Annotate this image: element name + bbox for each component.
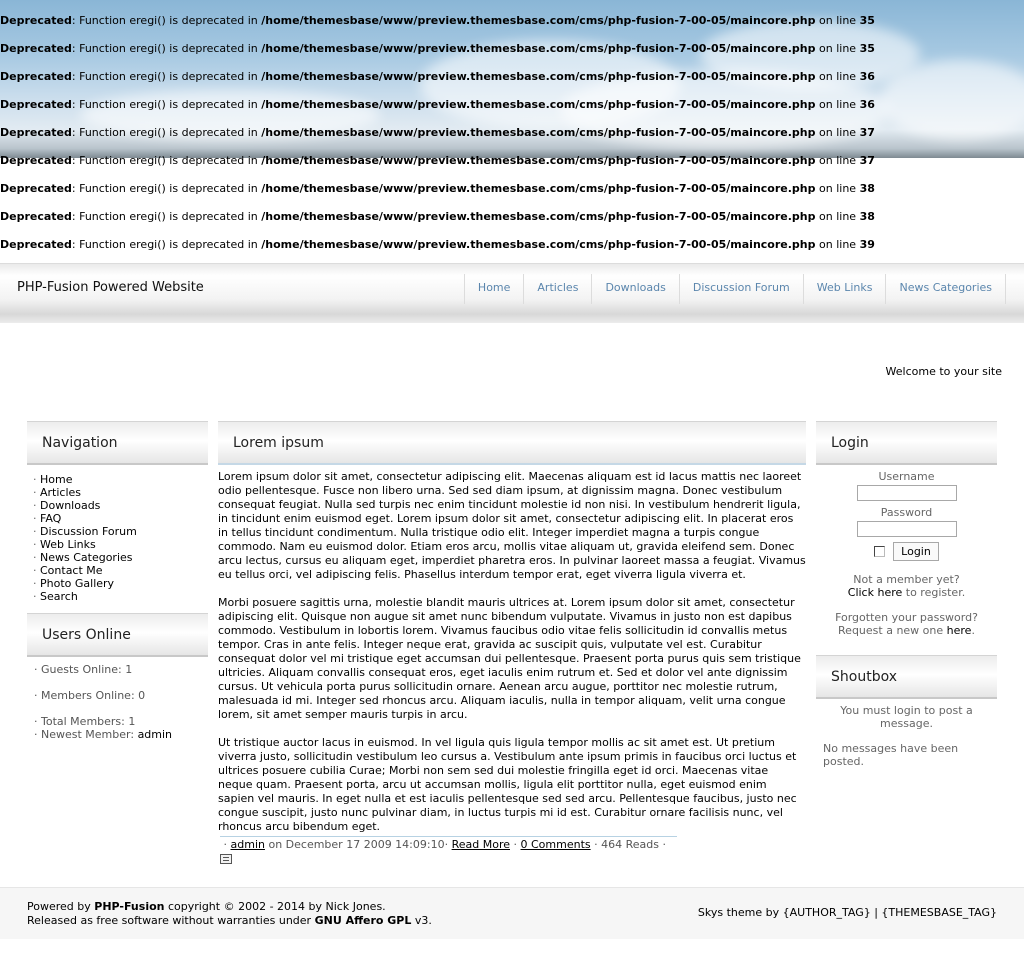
shoutbox-login-message: You must login to post a message. bbox=[840, 704, 973, 730]
shoutbox-panel bbox=[816, 655, 997, 768]
topnav-news-categories[interactable]: News Categories bbox=[885, 274, 1006, 304]
article-paragraph: Morbi posuere sagittis urna, molestie blandit mauris ultrices at. Lorem ipsum dolor sit amet, consectetur adipiscing elit. Quisque non augue sit amet nunc bibendum vulputate. Vivamus in justo non est dapibus commodo. Vestibulum in lobortis lorem. Vivamus faucibus odio vitae felis sollicitudin id convallis metus tempor. Cras in ante felis. Integer neque erat, gravida ac suscipit quis, vulputate vel est. Curabitur consequat dolor vel mi tristique eget accumsan dui pellentesque. Praesent porta purus quis sem tristique ultricies. Aliquam convallis consequat eros, eget iaculis enim rutrum et. Sed et dolor vel ante dignissim cursus. Ut vehicula porta purus sollicitudin ornare. Aenean arcu augue, porttitor nec molestie rutrum, malesuada id mi. Integer sed rhoncus arcu. Aliquam iaculis, nulla in tempor aliquam, velit urna congue lorem, sit amet semper mauris turpis in arcu. bbox=[218, 596, 801, 721]
warning-line: Deprecated: Function eregi() is deprecated in /home/themesbase/www/preview.themesbase.com/cms/php-fusion-7-00-05/maincore.php on line 35 bbox=[0, 42, 875, 55]
left-sidebar bbox=[27, 421, 208, 741]
site-title: PHP-Fusion Powered Website bbox=[17, 280, 204, 295]
article-meta: · admin on December 17 2009 14:09:10· Read More · 0 Comments · 464 Reads · bbox=[220, 836, 677, 866]
topnav-home[interactable]: Home bbox=[464, 274, 523, 304]
nav-item-discussion-forum[interactable]: · Discussion Forum bbox=[33, 525, 137, 538]
article-paragraph: Ut tristique auctor lacus in euismod. In vel ligula quis ligula tempor mollis ac sit amet est. Ut pretium viverra justo, sollicitudin vestibulum leo cursus a. Vestibulum ante ipsum primis in faucibus orci luctus et ultrices posuere cubilia Curae; Morbi non sem sed dui molestie fringilla eget id orci. Maecenas vitae neque quam. Praesent porta, arcu ut accumsan mollis, ligula elit porttitor nulla, eget euismod enim sapien vel mauris. In eget nulla et est iaculis pellentesque sed sed arcu. Pellentesque faucibus, justo nec congue suscipit, justo nunc pulvinar diam, in luctus turpis mi id est. Curabitur ornare facilisis nunc, vel rhoncus arcu bibendum eget. bbox=[218, 736, 797, 833]
phpfusion-link[interactable]: PHP-Fusion bbox=[94, 900, 165, 913]
shoutbox-title: Shoutbox bbox=[816, 655, 997, 699]
username-label: Username bbox=[878, 470, 935, 483]
comments-link[interactable]: 0 Comments bbox=[520, 838, 591, 851]
warning-line: Deprecated: Function eregi() is deprecated in /home/themesbase/www/preview.themesbase.com/cms/php-fusion-7-00-05/maincore.php on line 35 bbox=[0, 14, 875, 27]
nav-item-web-links[interactable]: · Web Links bbox=[33, 538, 96, 551]
password-label: Password bbox=[880, 506, 933, 519]
welcome-message: Welcome to your site bbox=[885, 365, 1002, 378]
main-content bbox=[218, 421, 806, 866]
login-button[interactable]: Login bbox=[893, 542, 939, 561]
right-sidebar bbox=[816, 421, 997, 768]
register-prompt: Not a member yet? Click here to register. bbox=[847, 573, 966, 599]
printer-icon[interactable] bbox=[220, 854, 232, 864]
article-body bbox=[218, 465, 806, 834]
newest-member-link[interactable]: admin bbox=[137, 728, 173, 741]
topnav-discussion-forum[interactable]: Discussion Forum bbox=[679, 274, 803, 304]
warning-line: Deprecated: Function eregi() is deprecated in /home/themesbase/www/preview.themesbase.com/cms/php-fusion-7-00-05/maincore.php on line 37 bbox=[0, 126, 875, 139]
shoutbox-empty-message: No messages have been posted. bbox=[823, 742, 959, 768]
navigation-menu bbox=[27, 465, 208, 613]
footer-copyright: Powered by PHP-Fusion copyright © 2002 - 2014 by Nick Jones. Released as free software without warranties under GNU Affero GPL v3. bbox=[27, 900, 432, 927]
warning-line: Deprecated: Function eregi() is deprecated in /home/themesbase/www/preview.themesbase.com/cms/php-fusion-7-00-05/maincore.php on line 37 bbox=[0, 154, 875, 167]
theme-credit: Skys theme by {AUTHOR_TAG} | {THEMESBASE_TAG} bbox=[697, 906, 997, 919]
nav-item-articles[interactable]: · Articles bbox=[33, 486, 82, 499]
navigation-title: Navigation bbox=[27, 421, 208, 465]
warning-line: Deprecated: Function eregi() is deprecated in /home/themesbase/www/preview.themesbase.com/cms/php-fusion-7-00-05/maincore.php on line 38 bbox=[0, 210, 875, 223]
nav-item-home[interactable]: · Home bbox=[33, 473, 73, 486]
warning-line: Deprecated: Function eregi() is deprecated in /home/themesbase/www/preview.themesbase.com/cms/php-fusion-7-00-05/maincore.php on line 38 bbox=[0, 182, 875, 195]
site-header bbox=[0, 263, 1024, 323]
newest-member: · Newest Member: admin bbox=[34, 728, 173, 741]
warning-line: Deprecated: Function eregi() is deprecated in /home/themesbase/www/preview.themesbase.com/cms/php-fusion-7-00-05/maincore.php on line 39 bbox=[0, 238, 875, 251]
gpl-link[interactable]: GNU Affero GPL bbox=[314, 914, 412, 927]
article-title: Lorem ipsum bbox=[218, 421, 806, 465]
nav-item-contact-me[interactable]: · Contact Me bbox=[33, 564, 103, 577]
password-reset-prompt: Forgotten your password? Request a new one here. bbox=[835, 611, 978, 637]
guests-online: · Guests Online: 1 bbox=[34, 663, 133, 676]
author-link[interactable]: admin bbox=[230, 838, 265, 851]
users-online-panel bbox=[27, 657, 208, 741]
users-online-title: Users Online bbox=[27, 613, 208, 657]
topnav-downloads[interactable]: Downloads bbox=[591, 274, 678, 304]
login-title: Login bbox=[816, 421, 997, 465]
total-members: · Total Members: 1 bbox=[34, 715, 136, 728]
top-navigation bbox=[464, 274, 1006, 308]
login-panel bbox=[816, 465, 997, 637]
topnav-web-links[interactable]: Web Links bbox=[803, 274, 886, 304]
nav-item-downloads[interactable]: · Downloads bbox=[33, 499, 101, 512]
read-more-link[interactable]: Read More bbox=[451, 838, 510, 851]
nav-item-photo-gallery[interactable]: · Photo Gallery bbox=[33, 577, 115, 590]
nav-item-news-categories[interactable]: · News Categories bbox=[33, 551, 133, 564]
article-paragraph: Lorem ipsum dolor sit amet, consectetur adipiscing elit. Maecenas aliquam est id lacus mattis nec laoreet odio pellentesque. Fusce non libero urna. Sed sed diam ipsum, at dignissim magna. Donec vestibulum consequat feugiat. Nulla sed turpis nec enim tincidunt molestie id non nisi. In vestibulum hendrerit ligula, in tincidunt enim euismod eget. Lorem ipsum dolor sit amet, consectetur adipiscing elit. In placerat eros in tellus tincidunt condimentum. Nulla tristique odio elit. Integer imperdiet magna a turpis congue commodo. Nam eu euismod dolor. Etiam eros arcu, mollis vitae aliquam ut, gravida eleifend sem. Donec arcu lectus, cursus eu aliquam eget, imperdiet pharetra eros. In pulvinar laoreet massa a feugiat. Vivamus eu tellus orci, vel adipiscing felis. Phasellus interdum tempor erat, eget viverra ligula viverra et. bbox=[218, 470, 806, 581]
register-link[interactable]: Click here bbox=[847, 586, 903, 599]
password-reset-link[interactable]: here bbox=[946, 624, 972, 637]
username-input[interactable] bbox=[857, 485, 957, 501]
members-online: · Members Online: 0 bbox=[34, 689, 146, 702]
password-input[interactable] bbox=[857, 521, 957, 537]
php-warnings bbox=[0, 14, 1024, 266]
warning-line: Deprecated: Function eregi() is deprecated in /home/themesbase/www/preview.themesbase.com/cms/php-fusion-7-00-05/maincore.php on line 36 bbox=[0, 98, 875, 111]
nav-item-search[interactable]: · Search bbox=[33, 590, 78, 603]
warning-line: Deprecated: Function eregi() is deprecated in /home/themesbase/www/preview.themesbase.com/cms/php-fusion-7-00-05/maincore.php on line 36 bbox=[0, 70, 875, 83]
nav-item-faq[interactable]: · FAQ bbox=[33, 512, 62, 525]
topnav-articles[interactable]: Articles bbox=[523, 274, 591, 304]
remember-me-checkbox[interactable] bbox=[874, 546, 885, 557]
site-footer bbox=[0, 887, 1024, 939]
